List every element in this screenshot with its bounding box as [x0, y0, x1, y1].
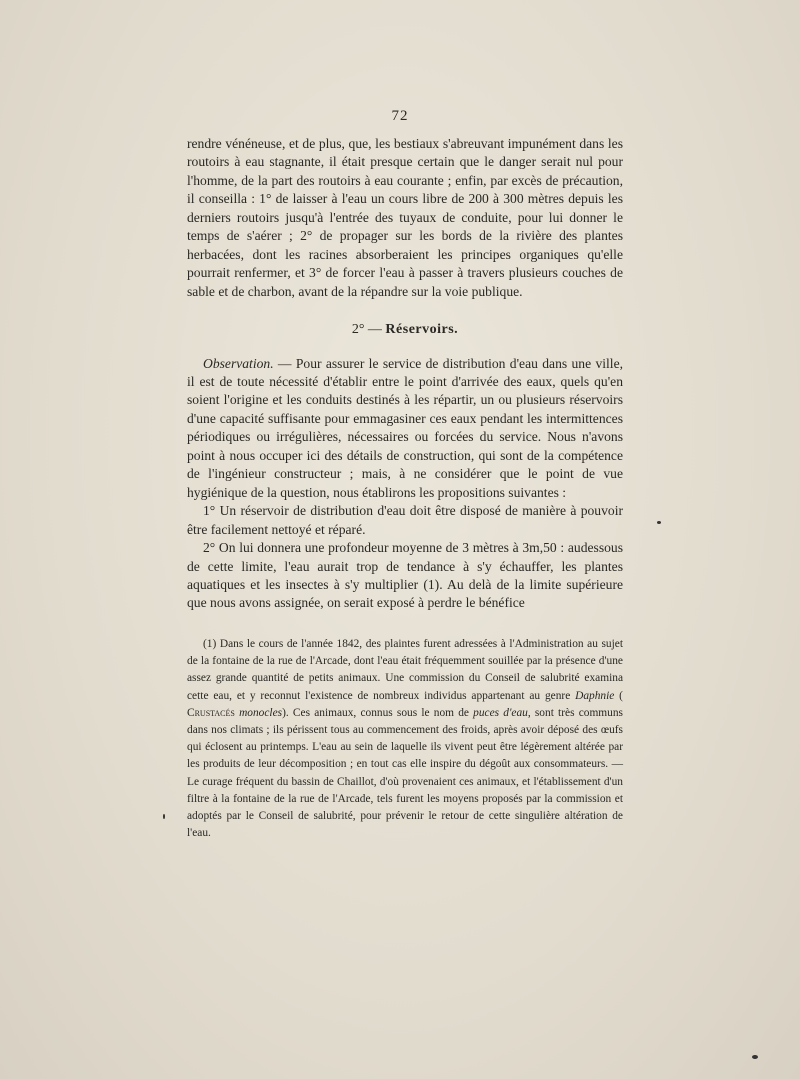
proposition-1: 1° Un réservoir de distribution d'eau doit être disposé de manière à pouvoir être facilement nettoyé et réparé. — [187, 503, 623, 537]
ink-speck — [163, 814, 165, 819]
footnote-part: , sont très communs dans nos climats ; ils périssent tous au commencement des froids, après avoir déposé des œufs qui éclosent au printemps. L'eau au sein de laquelle ils vivent peut être légèrement altérée par les produits de leur décomposition ; en tout cas elle inspire du dégoût aux consommateurs. — Le curage fréquent du bassin de Chaillot, d'où provenaient ces animaux, et l'établissement d'un filtre à la fontaine de la rue de l'Arcade, tels furent les moyens proposés par la commission et adoptés par le Conseil de salubrité, pour prévenir le retour de cette singulière altération de l'eau. — [187, 706, 623, 840]
observation-text: — Pour assurer le service de distribution d'eau dans une ville, il est de toute nécessité d'établir entre le point d'arrivée des eaux, quels qu'en soient l'origine et les conduits destinés à les répartir, un ou plusieurs réservoirs d'une capacité suffisante pour emmagasiner ces eaux pendant les intermittences périodiques ou irrégulières, nécessaires ou forcées du service. Nous n'avons point à nous occuper ici des détails de construction, qui sont de la compétence de l'ingénieur constructeur ; mais, à ne considérer que le point de vue hygiénique de la question, nous établirons les propositions suivantes : — [187, 355, 623, 500]
proposition-2: 2° On lui donnera une profondeur moyenne de 3 mètres à 3m,50 : audessous de cette limite, l'eau aurait trop de tendance à s'y échauffer, les plantes aquatiques et les insectes à s'y multiplier (1). Au delà de la limite supérieure que nous avons assignée, on serait exposé à perdre le bénéfice — [187, 540, 623, 611]
paragraph-observation — [187, 355, 623, 503]
footnote-part: ). Ces animaux, connus sous le nom de — [282, 706, 474, 719]
footnote-monocles: monocles — [239, 706, 283, 719]
footnote-genus: Daphnie — [575, 689, 615, 702]
footnote-part: ( — [614, 689, 623, 702]
page-number: 72 — [391, 108, 409, 124]
paragraph-routoirs: rendre vénéneuse, et de plus, que, les bestiaux s'abreuvant impunément dans les routoirs à eau stagnante, il était presque certain que le danger serait nul pour l'homme, de la part des routoirs à eau courante ; enfin, par excès de précaution, il conseilla : 1° de laisser à l'eau un cours libre de 200 à 300 mètres depuis les derniers routoirs jusqu'à l'entrée des tuyaux de conduite, pour lui donner le temps de s'aérer ; 2° de propager sur les bords de la rivière des plantes herbacées, dont les racines absorberaient les principes organiques qu'elle pourrait renfermer, et 3° de forcer l'eau à passer à travers plusieurs couches de sable et de charbon, avant de la répandre sur la voie publique. — [187, 136, 623, 299]
section-number: 2° — — [351, 322, 382, 338]
ink-speck — [657, 521, 661, 524]
ink-speck — [752, 1055, 758, 1059]
main-text — [187, 135, 623, 613]
section-title: Réservoirs. — [385, 322, 459, 338]
section-heading — [187, 321, 623, 339]
footnote-puces: puces d'eau — [473, 706, 528, 719]
footnote — [187, 636, 623, 842]
footnote-text — [187, 636, 623, 842]
footnote-crustaces: Crustacés — [187, 706, 235, 719]
observation-label: Observation. — [203, 355, 274, 371]
footnote-part: (1) Dans le cours de l'année 1842, des plaintes furent adressées à l'Administration au sujet de la fontaine de la rue de l'Arcade, dont l'eau était fréquemment souillée par la présence d'une assez grande quantité de petits animaux. Une commission du Conseil de salubrité examina cette eau, et y reconnut l'existence de nombreux individus appartenant au genre — [187, 638, 623, 702]
